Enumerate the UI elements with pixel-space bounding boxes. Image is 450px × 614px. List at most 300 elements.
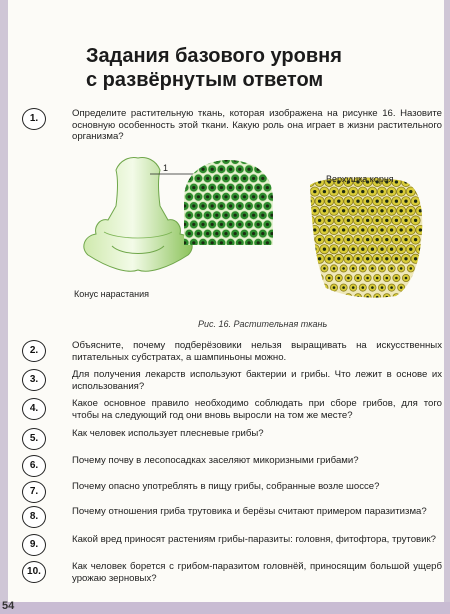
- cell-nucleus: [220, 204, 223, 207]
- cell-nucleus: [419, 228, 422, 231]
- cell-nucleus: [400, 248, 403, 251]
- tissue-cell: [316, 274, 323, 281]
- tissue-cell: [383, 294, 390, 301]
- cell-nucleus: [376, 257, 379, 260]
- cell-nucleus: [385, 219, 388, 222]
- tissue-cell: [412, 274, 419, 281]
- figure-marker-number: 1: [163, 163, 169, 173]
- cell-nucleus: [238, 186, 241, 189]
- task-text: Для получения лекарств используют бактерии и грибы. Что лежит в основе их использования?: [72, 369, 442, 392]
- cell-nucleus: [243, 195, 246, 198]
- cell-nucleus: [352, 209, 355, 212]
- cell-nucleus: [400, 228, 403, 231]
- cell-nucleus: [211, 241, 214, 244]
- cell-nucleus: [234, 232, 237, 235]
- cell-nucleus: [188, 232, 191, 235]
- cell-nucleus: [261, 177, 264, 180]
- cell-nucleus: [197, 232, 200, 235]
- cell-nucleus: [220, 168, 223, 171]
- cell-nucleus: [366, 257, 369, 260]
- cell-nucleus: [410, 286, 413, 289]
- tissue-cell: [401, 177, 410, 186]
- cell-nucleus: [328, 200, 331, 203]
- cell-nucleus: [234, 214, 237, 217]
- cell-nucleus: [352, 286, 355, 289]
- cell-nucleus: [215, 195, 218, 198]
- tissue-cell: [268, 156, 277, 165]
- cell-nucleus: [347, 238, 350, 241]
- cell-nucleus: [405, 296, 408, 299]
- cell-nucleus: [201, 168, 204, 171]
- cell-nucleus: [192, 223, 195, 226]
- cell-nucleus: [352, 248, 355, 251]
- cell-nucleus: [224, 195, 227, 198]
- task-text: Как человек использует плесневые грибы?: [72, 428, 264, 439]
- cell-nucleus: [414, 219, 417, 222]
- cell-nucleus: [395, 238, 398, 241]
- cell-nucleus: [238, 168, 241, 171]
- cell-nucleus: [342, 190, 345, 193]
- cell-nucleus: [385, 238, 388, 241]
- cell-nucleus: [238, 204, 241, 207]
- cell-nucleus: [308, 219, 311, 222]
- cell-nucleus: [409, 190, 412, 193]
- cell-nucleus: [220, 186, 223, 189]
- cell-nucleus: [178, 195, 181, 198]
- cell-nucleus: [243, 214, 246, 217]
- cell-nucleus: [404, 180, 407, 183]
- cell-nucleus: [342, 228, 345, 231]
- tissue-cell: [402, 294, 409, 301]
- cell-nucleus: [206, 177, 209, 180]
- cell-nucleus: [192, 168, 195, 171]
- tissue-cell: [231, 156, 240, 165]
- cell-nucleus: [266, 186, 269, 189]
- cell-nucleus: [347, 219, 350, 222]
- cell-nucleus: [404, 219, 407, 222]
- cell-nucleus: [206, 214, 209, 217]
- cell-nucleus: [371, 190, 374, 193]
- cell-nucleus: [261, 214, 264, 217]
- cell-nucleus: [261, 232, 264, 235]
- task-number: 7.: [22, 481, 46, 503]
- tissue-cell: [222, 156, 231, 165]
- cell-nucleus: [270, 214, 273, 217]
- tissue-cell: [305, 177, 314, 186]
- cell-nucleus: [419, 209, 422, 212]
- task-text: Почему опасно употреблять в пищу грибы, собранные возле шоссе?: [72, 481, 380, 492]
- cell-nucleus: [380, 248, 383, 251]
- label-growth-cone: Конус нарастания: [74, 289, 150, 299]
- cell-nucleus: [323, 209, 326, 212]
- cell-nucleus: [390, 190, 393, 193]
- cell-nucleus: [371, 228, 374, 231]
- cell-nucleus: [386, 296, 389, 299]
- cell-nucleus: [201, 204, 204, 207]
- cell-nucleus: [215, 158, 218, 161]
- cell-nucleus: [308, 238, 311, 241]
- cell-nucleus: [309, 296, 312, 299]
- cell-nucleus: [390, 267, 393, 270]
- task-number: 3.: [22, 369, 46, 391]
- cell-nucleus: [313, 228, 316, 231]
- root-tip-cells-yellow: [305, 172, 426, 302]
- cell-nucleus: [266, 241, 269, 244]
- cell-nucleus: [308, 180, 311, 183]
- cell-nucleus: [376, 238, 379, 241]
- cell-nucleus: [337, 200, 340, 203]
- cell-nucleus: [395, 200, 398, 203]
- cell-nucleus: [419, 267, 422, 270]
- cell-nucleus: [211, 223, 214, 226]
- tissue-cell: [412, 294, 419, 301]
- cell-nucleus: [366, 200, 369, 203]
- cell-nucleus: [352, 190, 355, 193]
- cell-nucleus: [361, 190, 364, 193]
- cell-nucleus: [257, 241, 260, 244]
- cell-nucleus: [332, 228, 335, 231]
- cell-nucleus: [404, 200, 407, 203]
- cell-nucleus: [234, 195, 237, 198]
- cell-nucleus: [220, 241, 223, 244]
- cell-nucleus: [314, 267, 317, 270]
- cell-nucleus: [270, 195, 273, 198]
- cell-nucleus: [318, 296, 321, 299]
- cell-nucleus: [206, 195, 209, 198]
- cell-nucleus: [395, 296, 398, 299]
- cell-nucleus: [257, 223, 260, 226]
- task-text: Как человек борется с грибом-паразитом головнёй, приносящим большой ущерб урожаю зерновых?: [72, 561, 442, 584]
- tissue-cell: [185, 156, 194, 165]
- cell-nucleus: [323, 286, 326, 289]
- cell-nucleus: [229, 241, 232, 244]
- tissue-cell: [180, 183, 189, 192]
- tissue-cell: [393, 294, 400, 301]
- cell-nucleus: [400, 267, 403, 270]
- cell-nucleus: [362, 286, 365, 289]
- cell-nucleus: [178, 214, 181, 217]
- cell-nucleus: [337, 238, 340, 241]
- cell-nucleus: [337, 219, 340, 222]
- cell-nucleus: [309, 277, 312, 280]
- cell-nucleus: [376, 277, 379, 280]
- page-bottom-strip: [0, 602, 450, 614]
- tissue-cell: [176, 156, 185, 165]
- task-text: Какой вред приносят растениям грибы-паразиты: головня, фитофтора, трутовик?: [72, 534, 437, 545]
- cell-nucleus: [390, 286, 393, 289]
- tissue-cell: [306, 274, 313, 281]
- cell-nucleus: [247, 241, 250, 244]
- cell-nucleus: [243, 158, 246, 161]
- cell-nucleus: [234, 158, 237, 161]
- cell-nucleus: [366, 238, 369, 241]
- cell-nucleus: [229, 223, 232, 226]
- meristem-cells-green: [176, 155, 278, 250]
- cell-nucleus: [356, 257, 359, 260]
- cell-nucleus: [197, 177, 200, 180]
- cell-nucleus: [390, 248, 393, 251]
- cell-nucleus: [314, 286, 317, 289]
- task-number: 10.: [22, 561, 46, 583]
- cell-nucleus: [380, 228, 383, 231]
- tissue-cell: [335, 294, 342, 301]
- task-number: 8.: [22, 506, 46, 528]
- cell-nucleus: [183, 168, 186, 171]
- cell-nucleus: [266, 204, 269, 207]
- cell-nucleus: [178, 158, 181, 161]
- cell-nucleus: [376, 219, 379, 222]
- cell-nucleus: [238, 241, 241, 244]
- cell-nucleus: [357, 296, 360, 299]
- figure-caption: Рис. 16. Растительная ткань: [198, 319, 328, 329]
- tissue-cell: [305, 216, 314, 225]
- growth-cone-drawing: [84, 158, 192, 272]
- cell-nucleus: [332, 248, 335, 251]
- task-text: Почему почву в лесопосадках заселяют микоризными грибами?: [72, 455, 359, 466]
- cell-nucleus: [318, 238, 321, 241]
- cell-nucleus: [257, 168, 260, 171]
- cell-nucleus: [270, 158, 273, 161]
- tissue-cell: [258, 156, 267, 165]
- cell-nucleus: [333, 286, 336, 289]
- label-root-tip: Верхушка корня: [326, 174, 394, 184]
- cell-nucleus: [215, 214, 218, 217]
- cell-nucleus: [206, 158, 209, 161]
- cell-nucleus: [308, 257, 311, 260]
- task-number: 9.: [22, 534, 46, 556]
- cell-nucleus: [323, 248, 326, 251]
- task-number: 5.: [22, 428, 46, 450]
- cell-nucleus: [414, 296, 417, 299]
- cell-nucleus: [220, 223, 223, 226]
- cell-nucleus: [409, 209, 412, 212]
- title-line-2: с развёрнутым ответом: [86, 69, 324, 91]
- cell-nucleus: [243, 232, 246, 235]
- task-number: 4.: [22, 398, 46, 420]
- cell-nucleus: [229, 186, 232, 189]
- task-number: 1.: [22, 108, 46, 130]
- textbook-page: [8, 0, 444, 602]
- cell-nucleus: [224, 177, 227, 180]
- cell-nucleus: [318, 277, 321, 280]
- tissue-cell: [176, 211, 185, 220]
- tissue-cell: [311, 265, 318, 272]
- cell-nucleus: [409, 248, 412, 251]
- cell-nucleus: [178, 177, 181, 180]
- cell-nucleus: [347, 277, 350, 280]
- tissue-cell: [180, 165, 189, 174]
- cell-nucleus: [342, 267, 345, 270]
- cell-nucleus: [247, 168, 250, 171]
- cell-nucleus: [261, 195, 264, 198]
- cell-nucleus: [386, 277, 389, 280]
- cell-nucleus: [328, 219, 331, 222]
- cell-nucleus: [414, 238, 417, 241]
- cell-nucleus: [371, 267, 374, 270]
- cell-nucleus: [414, 277, 417, 280]
- tissue-cell: [212, 156, 221, 165]
- cell-nucleus: [318, 180, 321, 183]
- cell-nucleus: [338, 296, 341, 299]
- cell-nucleus: [337, 257, 340, 260]
- cell-nucleus: [361, 228, 364, 231]
- cell-nucleus: [252, 232, 255, 235]
- cell-nucleus: [211, 186, 214, 189]
- cell-nucleus: [270, 232, 273, 235]
- cell-nucleus: [188, 214, 191, 217]
- task-text: Какое основное правило необходимо соблюдать при сборе грибов, для того чтобы на следующий год они вновь выросли на том же месте?: [72, 398, 442, 421]
- task-text: Определите растительную ткань, которая изображена на рисунке 16. Назовите основную особенность этой ткани. Какую роль она играет в жизни растительного организма?: [72, 108, 442, 142]
- tissue-cell: [203, 156, 212, 165]
- cell-nucleus: [192, 204, 195, 207]
- cell-nucleus: [410, 267, 413, 270]
- cell-nucleus: [395, 257, 398, 260]
- cell-nucleus: [414, 200, 417, 203]
- cell-nucleus: [247, 186, 250, 189]
- cell-nucleus: [352, 267, 355, 270]
- tissue-cell: [411, 177, 420, 186]
- tissue-cell: [345, 294, 352, 301]
- cell-nucleus: [390, 209, 393, 212]
- cell-nucleus: [313, 248, 316, 251]
- cell-nucleus: [257, 186, 260, 189]
- cell-nucleus: [356, 200, 359, 203]
- cell-nucleus: [366, 296, 369, 299]
- cell-nucleus: [414, 180, 417, 183]
- cell-nucleus: [347, 200, 350, 203]
- cell-nucleus: [206, 232, 209, 235]
- tissue-cell: [176, 192, 185, 201]
- cell-nucleus: [352, 228, 355, 231]
- cell-nucleus: [400, 286, 403, 289]
- cell-nucleus: [361, 248, 364, 251]
- cell-nucleus: [313, 209, 316, 212]
- tissue-cell: [240, 156, 249, 165]
- task-number: 2.: [22, 340, 46, 362]
- cell-nucleus: [201, 241, 204, 244]
- cell-nucleus: [188, 195, 191, 198]
- cell-nucleus: [252, 214, 255, 217]
- tissue-cell: [305, 197, 314, 206]
- cell-nucleus: [183, 186, 186, 189]
- cell-nucleus: [347, 257, 350, 260]
- cell-nucleus: [229, 168, 232, 171]
- cell-nucleus: [224, 214, 227, 217]
- cell-nucleus: [376, 200, 379, 203]
- cell-nucleus: [252, 177, 255, 180]
- cell-nucleus: [371, 209, 374, 212]
- cell-nucleus: [257, 204, 260, 207]
- cell-nucleus: [266, 223, 269, 226]
- cell-nucleus: [419, 286, 422, 289]
- cell-nucleus: [366, 277, 369, 280]
- task-number: 6.: [22, 455, 46, 477]
- cell-nucleus: [380, 209, 383, 212]
- cell-nucleus: [414, 257, 417, 260]
- cell-nucleus: [395, 219, 398, 222]
- cell-nucleus: [404, 238, 407, 241]
- tissue-cell: [354, 294, 361, 301]
- task-text: Объясните, почему подберёзовики нельзя выращивать на искусственных питательных субстратах, а шампиньоны можно.: [72, 340, 442, 363]
- cell-nucleus: [356, 219, 359, 222]
- cell-nucleus: [323, 190, 326, 193]
- cell-nucleus: [238, 223, 241, 226]
- cell-nucleus: [342, 248, 345, 251]
- cell-nucleus: [366, 219, 369, 222]
- cell-nucleus: [252, 158, 255, 161]
- cell-nucleus: [328, 277, 331, 280]
- cell-nucleus: [405, 277, 408, 280]
- cell-nucleus: [380, 190, 383, 193]
- tissue-cell: [305, 235, 314, 244]
- cell-nucleus: [247, 204, 250, 207]
- cell-nucleus: [409, 228, 412, 231]
- cell-nucleus: [356, 238, 359, 241]
- tissue-cell: [185, 174, 194, 183]
- cell-nucleus: [385, 257, 388, 260]
- tissue-cell: [194, 156, 203, 165]
- cell-nucleus: [270, 177, 273, 180]
- cell-nucleus: [342, 209, 345, 212]
- cell-nucleus: [318, 219, 321, 222]
- tissue-cell: [263, 165, 272, 174]
- cell-nucleus: [419, 190, 422, 193]
- tissue-cell: [407, 284, 414, 291]
- tissue-cell: [311, 284, 318, 291]
- cell-nucleus: [261, 158, 264, 161]
- cell-nucleus: [419, 248, 422, 251]
- cell-nucleus: [188, 158, 191, 161]
- cell-nucleus: [197, 195, 200, 198]
- cell-nucleus: [211, 168, 214, 171]
- title-line-1: Задания базового уровня: [86, 45, 342, 67]
- cell-nucleus: [252, 195, 255, 198]
- cell-nucleus: [404, 257, 407, 260]
- cell-nucleus: [192, 186, 195, 189]
- cell-nucleus: [371, 286, 374, 289]
- tissue-cell: [321, 284, 328, 291]
- cell-nucleus: [201, 186, 204, 189]
- cell-nucleus: [211, 204, 214, 207]
- cell-nucleus: [332, 209, 335, 212]
- cell-nucleus: [371, 248, 374, 251]
- tissue-cell: [249, 156, 258, 165]
- cell-nucleus: [188, 177, 191, 180]
- cell-nucleus: [318, 200, 321, 203]
- task-text: Почему отношения гриба трутовика и берёзы считают примером паразитизма?: [72, 506, 427, 517]
- tissue-cell: [310, 245, 319, 254]
- cell-nucleus: [215, 232, 218, 235]
- tissue-cell: [416, 187, 425, 196]
- cell-nucleus: [313, 190, 316, 193]
- cell-nucleus: [333, 267, 336, 270]
- tissue-cell: [189, 165, 198, 174]
- tissue-cell: [416, 245, 425, 254]
- cell-nucleus: [400, 190, 403, 193]
- cell-nucleus: [362, 267, 365, 270]
- cell-nucleus: [224, 158, 227, 161]
- cell-nucleus: [229, 204, 232, 207]
- cell-nucleus: [318, 257, 321, 260]
- cell-nucleus: [395, 180, 398, 183]
- cell-nucleus: [390, 228, 393, 231]
- cell-nucleus: [247, 223, 250, 226]
- tissue-cell: [268, 174, 277, 183]
- cell-nucleus: [395, 277, 398, 280]
- cell-nucleus: [328, 257, 331, 260]
- cell-nucleus: [243, 177, 246, 180]
- cell-nucleus: [400, 209, 403, 212]
